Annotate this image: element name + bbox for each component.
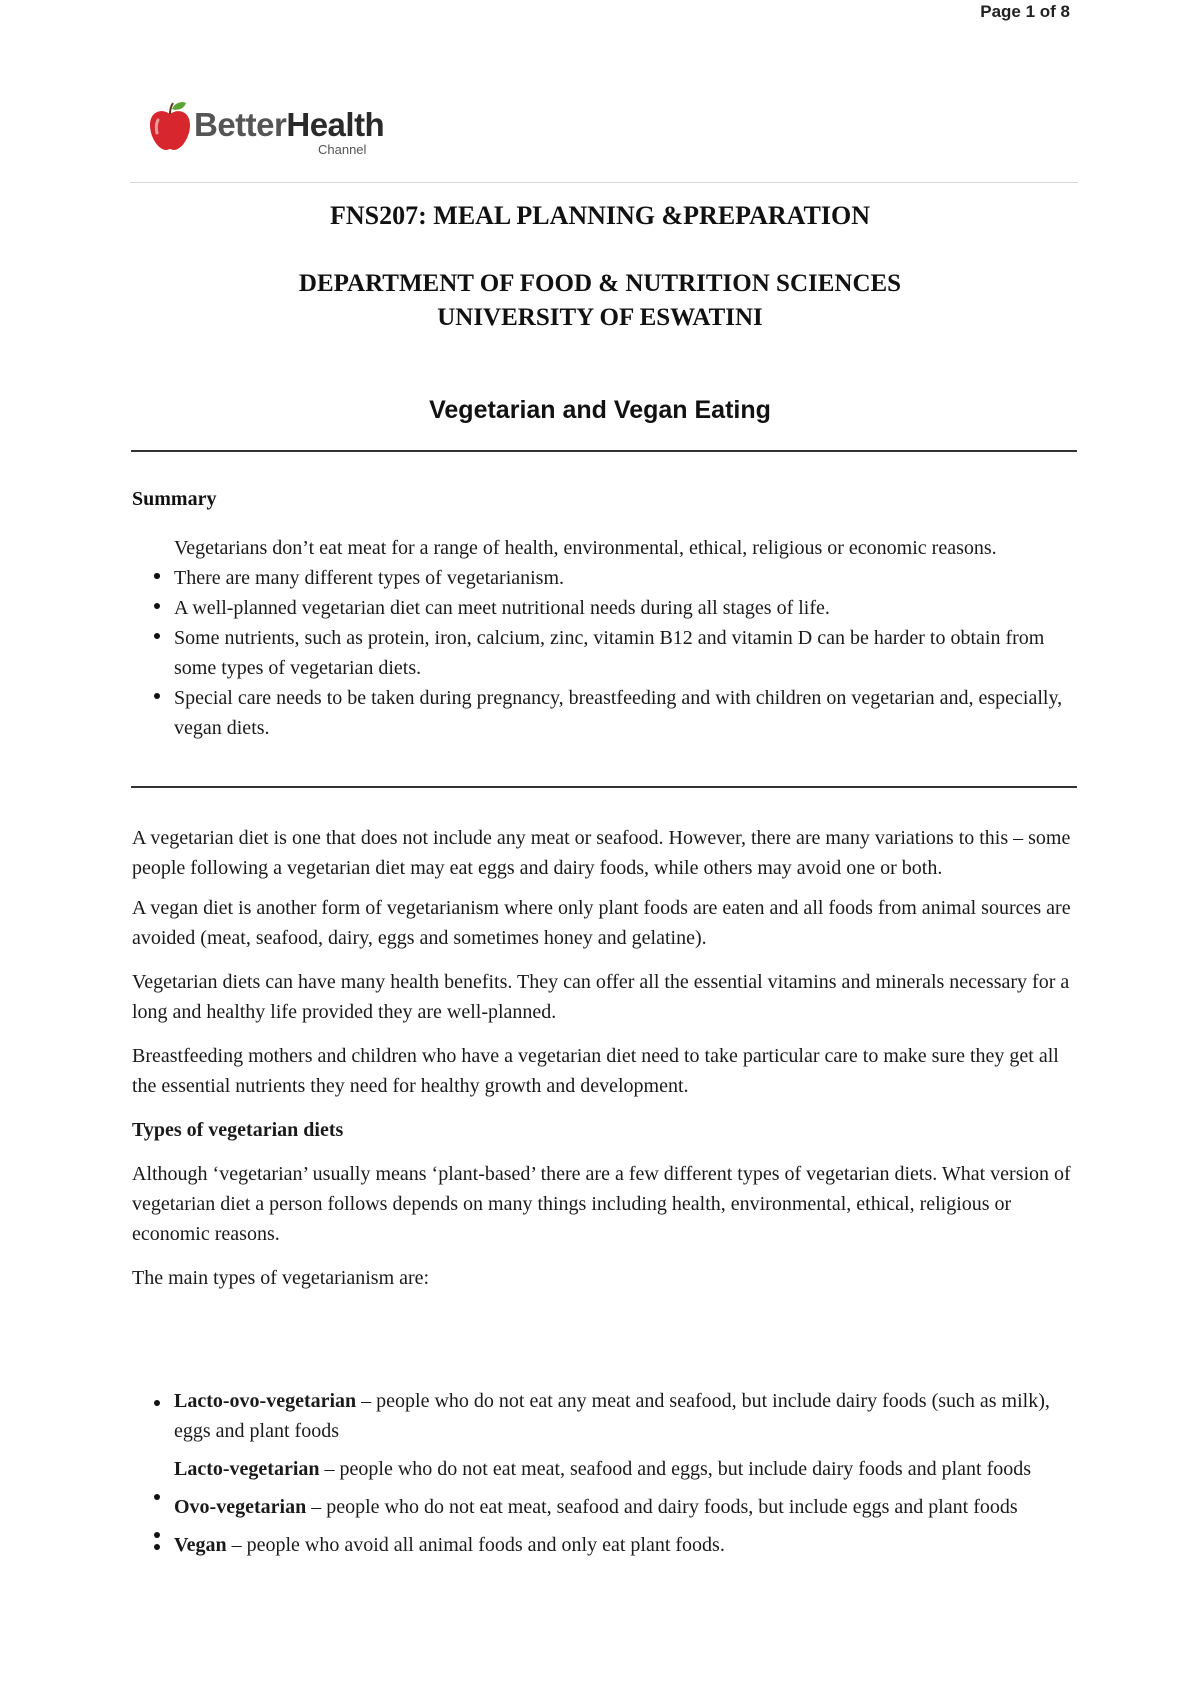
paragraph: Breastfeeding mothers and children who have a vegetarian diet need to take particular care to make sure they get all the essential nutrients they need for healthy growth and development. bbox=[132, 1045, 1059, 1097]
department-block bbox=[0, 267, 1200, 335]
type-term: Lacto-ovo-vegetarian bbox=[174, 1390, 357, 1412]
bullet-icon bbox=[154, 573, 160, 579]
summary-list bbox=[174, 533, 1074, 743]
type-desc: – people who avoid all animal foods and only eat plant foods. bbox=[226, 1534, 725, 1556]
intro-paragraphs bbox=[132, 823, 1082, 1293]
logo-health: Health bbox=[286, 106, 385, 143]
summary-bottom-rule bbox=[131, 786, 1077, 788]
bullet-icon bbox=[154, 1544, 160, 1550]
bullet-icon bbox=[154, 603, 160, 609]
type-desc: – people who do not eat any meat and seafood, but include dairy foods (such as milk), eggs and plant foods bbox=[174, 1390, 1050, 1442]
bullet-icon bbox=[154, 1400, 160, 1406]
type-item bbox=[174, 1386, 1074, 1446]
bullet-icon bbox=[154, 1494, 160, 1500]
types-heading: Types of vegetarian diets bbox=[132, 1119, 344, 1141]
logo-channel: Channel bbox=[318, 142, 367, 157]
header-divider bbox=[130, 182, 1078, 183]
summary-item: Special care needs to be taken during pregnancy, breastfeeding and with children on vegetarian and, especially, vegan diets. bbox=[174, 683, 1074, 743]
bullet-icon bbox=[154, 1532, 160, 1538]
vegetarian-types-list bbox=[174, 1386, 1074, 1560]
bullet-icon bbox=[154, 693, 160, 699]
type-item bbox=[174, 1454, 1074, 1484]
type-item bbox=[174, 1530, 1074, 1560]
logo-wordmark bbox=[194, 106, 384, 144]
summary-item: Some nutrients, such as protein, iron, calcium, zinc, vitamin B12 and vitamin D can be harder to obtain from some types of vegetarian diets. bbox=[174, 623, 1074, 683]
course-title: FNS207: MEAL PLANNING &PREPARATION bbox=[330, 201, 870, 230]
apple-icon bbox=[148, 100, 192, 152]
university-name: UNIVERSITY OF ESWATINI bbox=[437, 304, 763, 331]
department-name: DEPARTMENT OF FOOD & NUTRITION SCIENCES bbox=[298, 270, 902, 297]
summary-top-rule bbox=[131, 450, 1077, 452]
page-number: Page 1 of 8 bbox=[980, 2, 1070, 21]
betterhealth-logo bbox=[148, 100, 398, 162]
paragraph: A vegan diet is another form of vegetarianism where only plant foods are eaten and all foods from animal sources are avoided (meat, seafood, dairy, eggs and sometimes honey and gelatine). bbox=[132, 897, 1071, 949]
type-term: Ovo-vegetarian bbox=[174, 1496, 307, 1518]
types-intro: Although ‘vegetarian’ usually means ‘plant-based’ there are a few different types of vegetarian diets. What version of vegetarian diet a person follows depends on many things including health, environmental, ethical, religious or economic reasons. bbox=[132, 1163, 1071, 1245]
summary-item: There are many different types of vegetarianism. bbox=[174, 563, 1074, 593]
summary-item: A well-planned vegetarian diet can meet nutritional needs during all stages of life. bbox=[174, 593, 1074, 623]
types-lead: The main types of vegetarianism are: bbox=[132, 1267, 430, 1289]
document-title: Vegetarian and Vegan Eating bbox=[429, 396, 771, 424]
type-desc: – people who do not eat meat, seafood and eggs, but include dairy foods and plant foods bbox=[319, 1458, 1032, 1480]
summary-item: Vegetarians don’t eat meat for a range of health, environmental, ethical, religious or economic reasons. bbox=[174, 533, 1074, 563]
type-item bbox=[174, 1492, 1074, 1522]
logo-better: Better bbox=[194, 106, 287, 143]
summary-heading: Summary bbox=[132, 488, 217, 510]
type-desc: – people who do not eat meat, seafood and dairy foods, but include eggs and plant foods bbox=[306, 1496, 1018, 1518]
paragraph: A vegetarian diet is one that does not include any meat or seafood. However, there are many variations to this – some people following a vegetarian diet may eat eggs and dairy foods, while others may avoid one or both. bbox=[132, 827, 1071, 879]
type-term: Lacto-vegetarian bbox=[174, 1458, 320, 1480]
type-term: Vegan bbox=[174, 1534, 227, 1556]
bullet-icon bbox=[154, 633, 160, 639]
paragraph: Vegetarian diets can have many health benefits. They can offer all the essential vitamins and minerals necessary for a long and healthy life provided they are well-planned. bbox=[132, 971, 1070, 1023]
